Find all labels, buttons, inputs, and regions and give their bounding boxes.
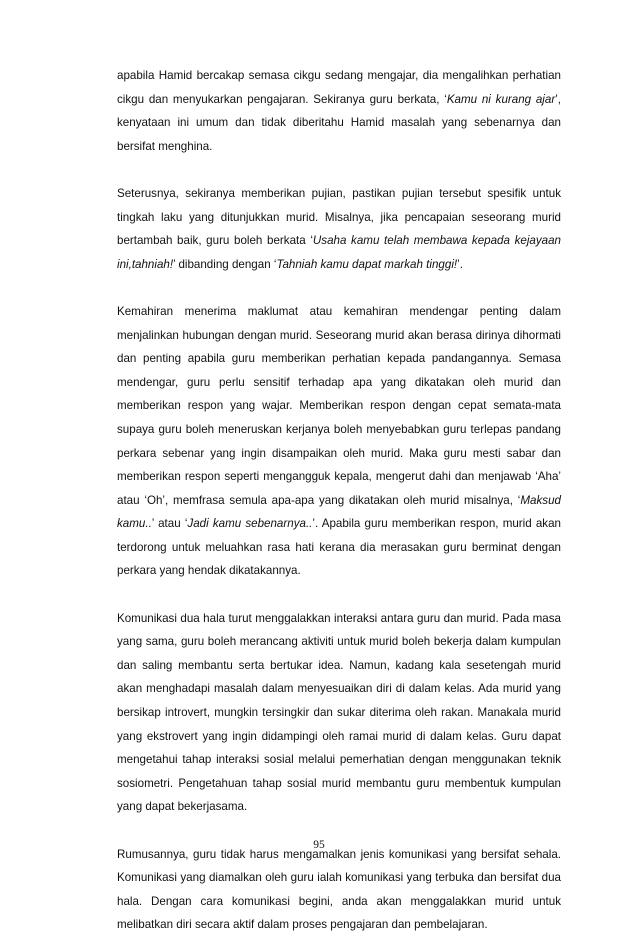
body-text — [117, 64, 561, 937]
paragraph — [117, 607, 561, 819]
text-segment: Komunikasi dua hala turut menggalakkan interaksi antara guru dan murid. Pada masa yang sama, guru boleh merancang aktiviti untuk murid boleh bekerja dalam kumpulan dan saling membantu serta bertukar idea. Namun, kadang kala sesetengah murid akan menghadapi masalah dalam menyesuaikan diri di dalam kelas. Ada murid yang bersikap introvert, mungkin tersingkir dan sukar diterima oleh rakan. Manakala murid yang ekstrovert yang ingin didampingi oleh ramai murid di dalam kelas. Guru dapat mengetahui tahap interaksi sosial melalui pemerhatian dengan menggunakan teknik sosiometri. Pengetahuan tahap sosial murid membantu guru membentuk kumpulan yang dapat bekerjasama. — [117, 611, 561, 814]
text-segment: ’, kenyataan ini umum dan tidak diberitahu Hamid masalah yang sebenarnya dan bersifat menghina. — [117, 92, 561, 153]
text-segment: Seterusnya, sekiranya memberikan pujian, pastikan pujian tersebut spesifik untuk tingkah laku yang ditunjukkan murid. Misalnya, jika pencapaian seseorang murid bertambah baik, guru boleh berkata ‘ — [117, 186, 561, 248]
text-segment: ’ atau ‘ — [151, 517, 188, 531]
text-segment: Rumusannya, guru tidak harus mengamalkan jenis komunikasi yang bersifat sehala. Komunikasi yang diamalkan oleh guru ialah komunikasi yang terbuka dan bersifat dua hala. Dengan cara komunikasi begini, anda akan menggalakkan murid untuk melibatkan diri secara aktif dalam proses pengajaran dan pembelajaran. — [117, 847, 561, 932]
quoted-phrase: Jadi kamu sebenarnya.. — [187, 517, 313, 531]
text-segment: Kemahiran menerima maklumat atau kemahiran mendengar penting dalam menjalinkan hubungan dengan murid. Seseorang murid akan berasa dirinya dihormati dan penting apabila guru memberikan perhatian kepada pandangannya. Semasa mendengar, guru perlu sensitif terhadap apa yang dikatakan oleh murid dan memberikan respon yang wajar. Memberikan respon dengan cepat semata-mata supaya guru boleh meneruskan kerjanya boleh menyebabkan guru terlepas pandang perkara sebenar yang ingin disampaikan oleh murid. Maka guru mesti sabar dan memberikan respon seperti mengangguk kepala, mengerut dahi dan menjawab ‘Aha’ atau ‘Oh’, memfrasa semula apa-apa yang dikatakan oleh murid misalnya, ‘ — [117, 304, 561, 507]
quoted-phrase: Maksud kamu.. — [117, 493, 561, 531]
text-segment: apabila Hamid bercakap semasa cikgu sedang mengajar, dia mengalihkan perhatian cikgu dan menyukarkan pengajaran. Sekiranya guru berkata, ‘ — [117, 69, 561, 106]
text-segment: ’ dibanding dengan ‘ — [173, 257, 277, 271]
text-segment: ’. — [457, 257, 463, 271]
quoted-phrase: Kamu ni kurang ajar — [446, 92, 556, 106]
page-number: 95 — [313, 839, 325, 851]
paragraph — [117, 182, 561, 276]
text-segment: ’. Apabila guru memberikan respon, murid akan terdorong untuk meluahkan rasa hati kerana dia merasakan guru berminat dengan perkara yang hendak dikatakannya. — [117, 517, 561, 578]
quoted-phrase: Tahniah kamu dapat markah tinggi! — [276, 257, 458, 271]
paragraph — [117, 64, 561, 158]
paragraph — [117, 843, 561, 937]
quoted-phrase: Usaha kamu telah membawa kepada kejayaan ini,tahniah! — [117, 234, 561, 271]
paragraph — [117, 300, 561, 583]
